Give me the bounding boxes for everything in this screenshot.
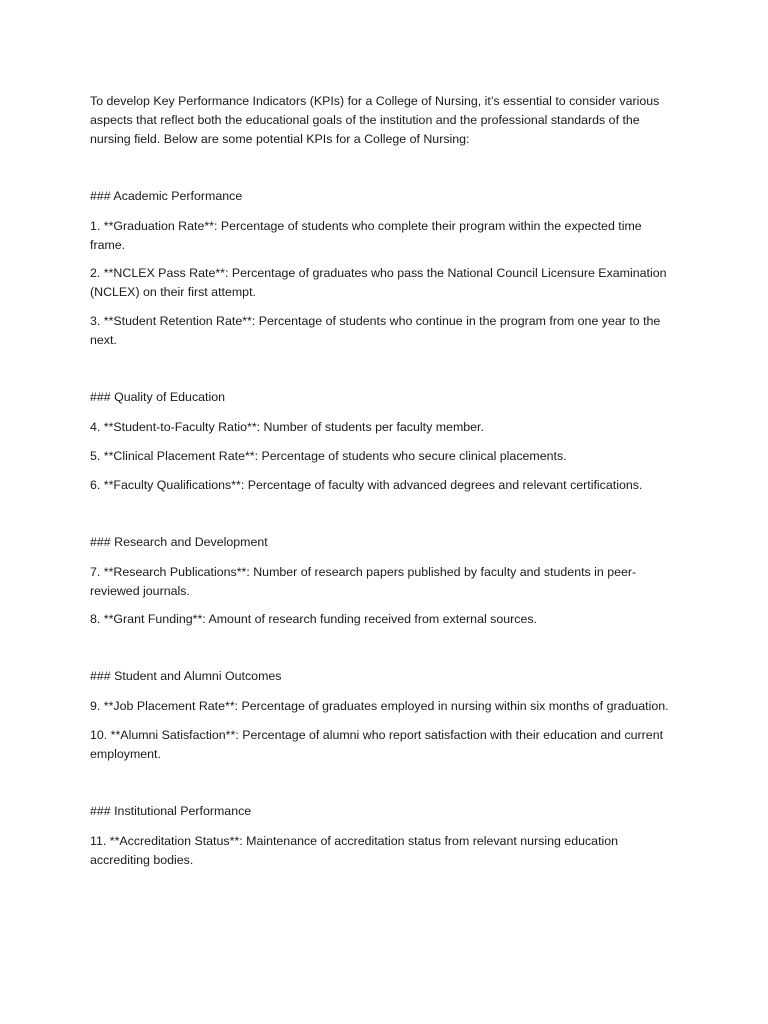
section-heading-quality-of-education: ### Quality of Education	[90, 390, 226, 405]
kpi-item-faculty-qualifications: 6. **Faculty Qualifications**: Percentage of faculty with advanced degrees and relevant certifications.	[90, 477, 643, 492]
document-body	[90, 92, 675, 880]
section-heading-research-and-development: ### Research and Development	[90, 534, 268, 549]
kpi-item-grant-funding: 8. **Grant Funding**: Amount of research funding received from external sources.	[90, 612, 537, 627]
kpi-item-clinical-placement-rate: 5. **Clinical Placement Rate**: Percentage of students who secure clinical placements.	[90, 448, 567, 463]
section-heading-institutional-performance: ### Institutional Performance	[90, 803, 252, 818]
kpi-item-graduation-rate: 1. **Graduation Rate**: Percentage of students who complete their program within the expected time frame.	[90, 218, 642, 252]
kpi-item-student-to-faculty-ratio: 4. **Student-to-Faculty Ratio**: Number of students per faculty member.	[90, 419, 484, 434]
section-heading-academic-performance: ### Academic Performance	[90, 188, 243, 203]
intro-paragraph: To develop Key Performance Indicators (KPIs) for a College of Nursing, it’s essential to consider various aspects that reflect both the educational goals of the institution and the professional standards of the nursing field. Below are some potential KPIs for a College of Nursing:	[90, 94, 660, 146]
kpi-item-alumni-satisfaction: 10. **Alumni Satisfaction**: Percentage of alumni who report satisfaction with their education and current employment.	[90, 728, 664, 762]
section-heading-student-and-alumni-outcomes: ### Student and Alumni Outcomes	[90, 669, 282, 684]
kpi-item-nclex-pass-rate: 2. **NCLEX Pass Rate**: Percentage of graduates who pass the National Council Licensure Examination (NCLEX) on their first attempt.	[90, 266, 667, 300]
kpi-item-accreditation-status: 11. **Accreditation Status**: Maintenance of accreditation status from relevant nursing education accrediting bodies.	[90, 833, 619, 867]
kpi-item-student-retention-rate: 3. **Student Retention Rate**: Percentage of students who continue in the program from one year to the next.	[90, 314, 661, 348]
kpi-item-job-placement-rate: 9. **Job Placement Rate**: Percentage of graduates employed in nursing within six months of graduation.	[90, 699, 669, 714]
kpi-item-research-publications: 7. **Research Publications**: Number of research papers published by faculty and students in peer-reviewed journals.	[90, 564, 637, 598]
